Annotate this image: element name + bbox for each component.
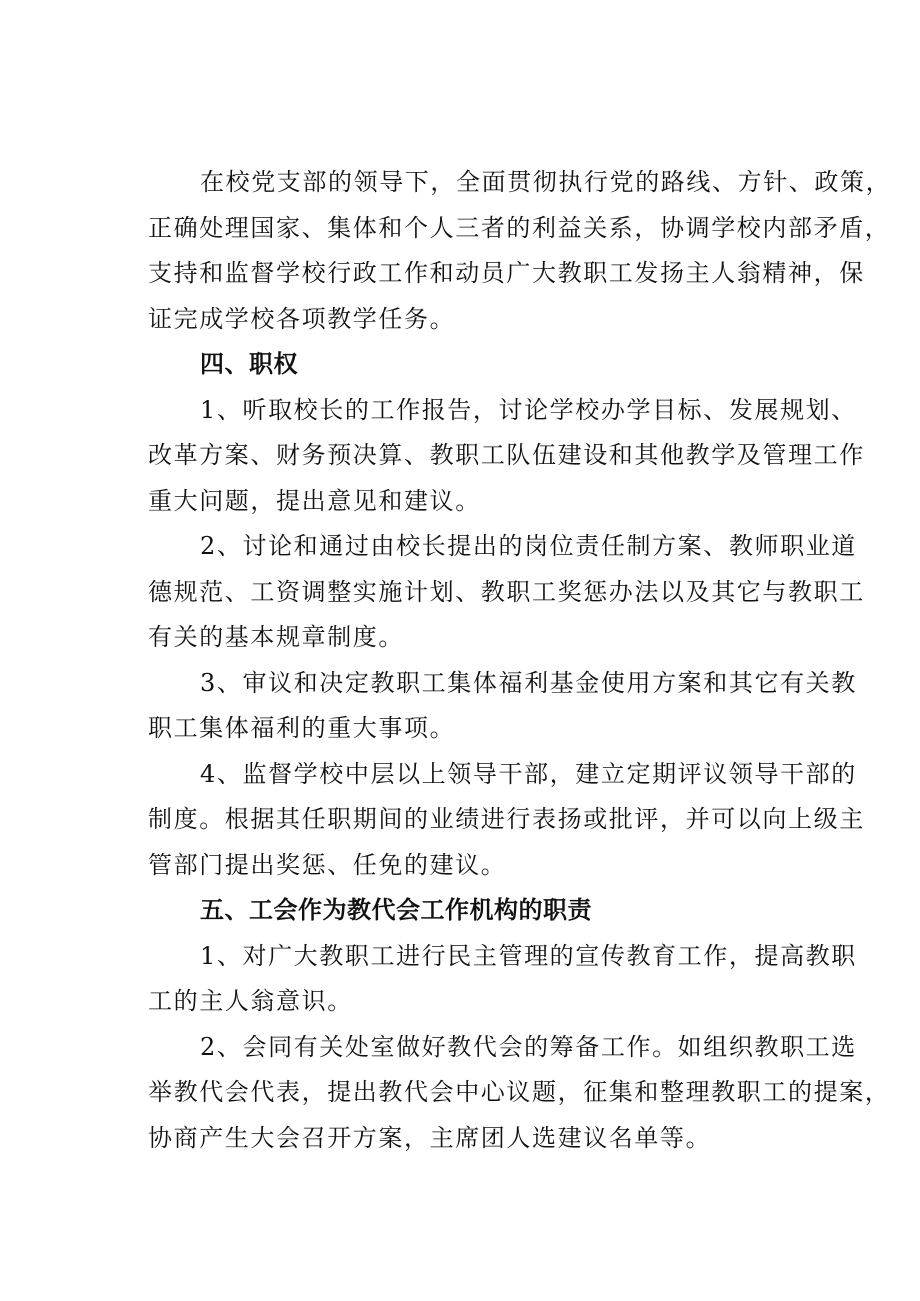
text-line: 重大问题，提出意见和建议。 — [148, 486, 481, 515]
paragraph-item-5-2 — [148, 1025, 891, 1162]
text-line: 改革方案、财务预决算、教职工队伍建设和其他教学及管理工作 — [148, 441, 865, 469]
paragraph-item-4-1 — [148, 388, 865, 525]
text-line: 4、监督学校中层以上领导干部，建立定期评议领导干部的 — [200, 759, 857, 788]
text-line: 证完成学校各项教学任务。 — [148, 304, 456, 333]
text-line: 协商产生大会召开方案，主席团人选建议名单等。 — [148, 1123, 712, 1152]
text-line: 举教代会代表，提出教代会中心议题，征集和整理教职工的提案， — [148, 1078, 891, 1106]
text-line: 2、会同有关处室做好教代会的筹备工作。如组织教职工选 — [200, 1032, 857, 1061]
document-page — [148, 160, 892, 1161]
text-line: 在校党支部的领导下，全面贯彻执行党的路线、方针、政策， — [200, 168, 892, 196]
text-line: 德规范、工资调整实施计划、教职工奖惩办法以及其它与教职工 — [148, 577, 865, 606]
text-line: 管部门提出奖惩、任免的建议。 — [148, 850, 507, 879]
text-line: 有关的基本规章制度。 — [148, 623, 404, 651]
text-line: 2、讨论和通过由校长提出的岗位责任制方案、教师职业道 — [200, 532, 857, 560]
text-line: 1、对广大教职工进行民主管理的宣传教育工作，提高教职 — [200, 941, 857, 970]
text-line: 3、审议和决定教职工集体福利基金使用方案和其它有关教 — [200, 668, 857, 697]
text-line: 支持和监督学校行政工作和动员广大教职工发扬主人翁精神，保 — [148, 259, 865, 287]
paragraph-item-4-2 — [148, 524, 865, 661]
paragraph-intro — [148, 160, 892, 342]
section-heading-powers — [148, 342, 816, 388]
section-heading: 四、职权 — [200, 350, 298, 378]
text-line: 工的主人翁意识。 — [148, 987, 353, 1015]
text-line: 1、听取校长的工作报告，讨论学校办学目标、发展规划、 — [200, 395, 857, 424]
section-heading: 五、工会作为教代会工作机构的职责 — [200, 896, 592, 924]
paragraph-item-5-1 — [148, 934, 857, 1025]
paragraph-item-4-4 — [148, 752, 865, 889]
text-line: 制度。根据其任职期间的业绩进行表扬或批评，并可以向上级主 — [148, 805, 865, 833]
text-line: 正确处理国家、集体和个人三者的利益关系，协调学校内部矛盾， — [148, 213, 891, 242]
text-line: 职工集体福利的重大事项。 — [148, 714, 456, 742]
section-heading-union-duties — [148, 888, 816, 934]
paragraph-item-4-3 — [148, 661, 857, 752]
